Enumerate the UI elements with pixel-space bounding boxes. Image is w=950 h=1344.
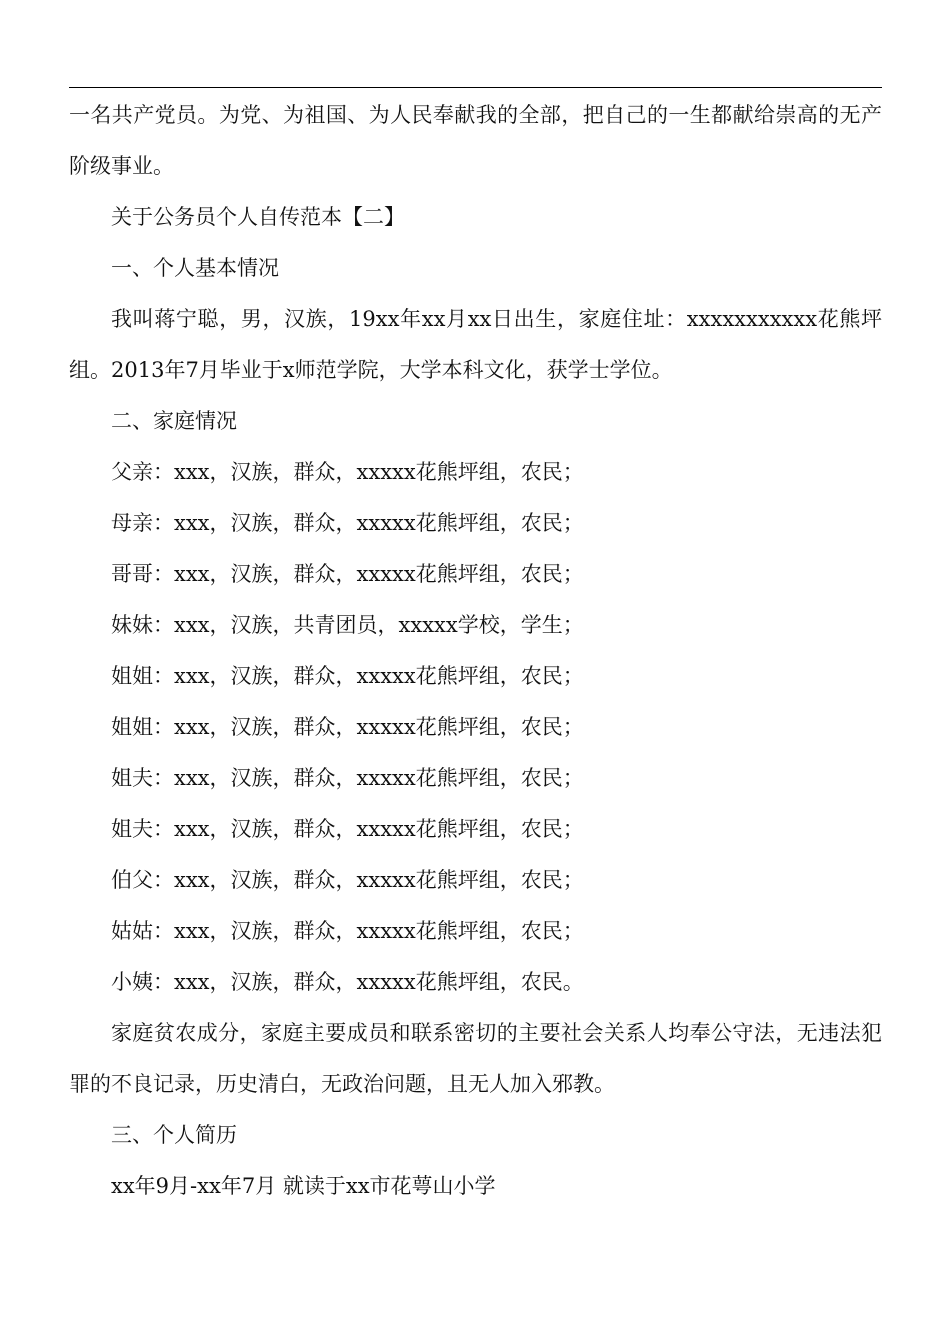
family-member-line: 父亲：xxx，汉族，群众，xxxxx花熊坪组，农民；: [111, 460, 584, 484]
resume-entry: xx年9月-xx年7月 就读于xx市花萼山小学: [111, 1174, 496, 1198]
document-body: [69, 90, 882, 1212]
section-title: 关于公务员个人自传范本【二】: [111, 205, 405, 229]
family-member-line: 姐夫：xxx，汉族，群众，xxxxx花熊坪组，农民；: [111, 766, 584, 790]
family-member-line: 姐姐：xxx，汉族，群众，xxxxx花熊坪组，农民；: [111, 664, 584, 688]
paragraph-family-summary: 家庭贫农成分，家庭主要成员和联系密切的主要社会关系人均奉公守法，无违法犯罪的不良记录，历史清白，无政治问题，且无人加入邪教。: [69, 1021, 882, 1096]
family-member-line: 妹妹：xxx，汉族，共青团员，xxxxx学校，学生；: [111, 613, 584, 637]
family-member-line: 姑姑：xxx，汉族，群众，xxxxx花熊坪组，农民；: [111, 919, 584, 943]
family-member-line: 伯父：xxx，汉族，群众，xxxxx花熊坪组，农民；: [111, 868, 584, 892]
family-member-line: 姐夫：xxx，汉族，群众，xxxxx花熊坪组，农民；: [111, 817, 584, 841]
heading-resume: 三、个人简历: [111, 1123, 237, 1147]
family-member-line: 哥哥：xxx，汉族，群众，xxxxx花熊坪组，农民；: [111, 562, 584, 586]
family-member-line: 小姨：xxx，汉族，群众，xxxxx花熊坪组，农民。: [111, 970, 584, 994]
heading-basic-info: 一、个人基本情况: [111, 256, 279, 280]
header-rule: [69, 87, 882, 88]
family-member-line: 姐姐：xxx，汉族，群众，xxxxx花熊坪组，农民；: [111, 715, 584, 739]
paragraph-continuation: 一名共产党员。为党、为祖国、为人民奉献我的全部，把自己的一生都献给崇高的无产阶级事业。: [69, 103, 882, 178]
paragraph-basic-info: 我叫蒋宁聪，男，汉族，19xx年xx月xx日出生，家庭住址：xxxxxxxxxxx花熊坪组。2013年7月毕业于x师范学院，大学本科文化，获学士学位。: [69, 307, 882, 382]
heading-family: 二、家庭情况: [111, 409, 237, 433]
family-member-line: 母亲：xxx，汉族，群众，xxxxx花熊坪组，农民；: [111, 511, 584, 535]
